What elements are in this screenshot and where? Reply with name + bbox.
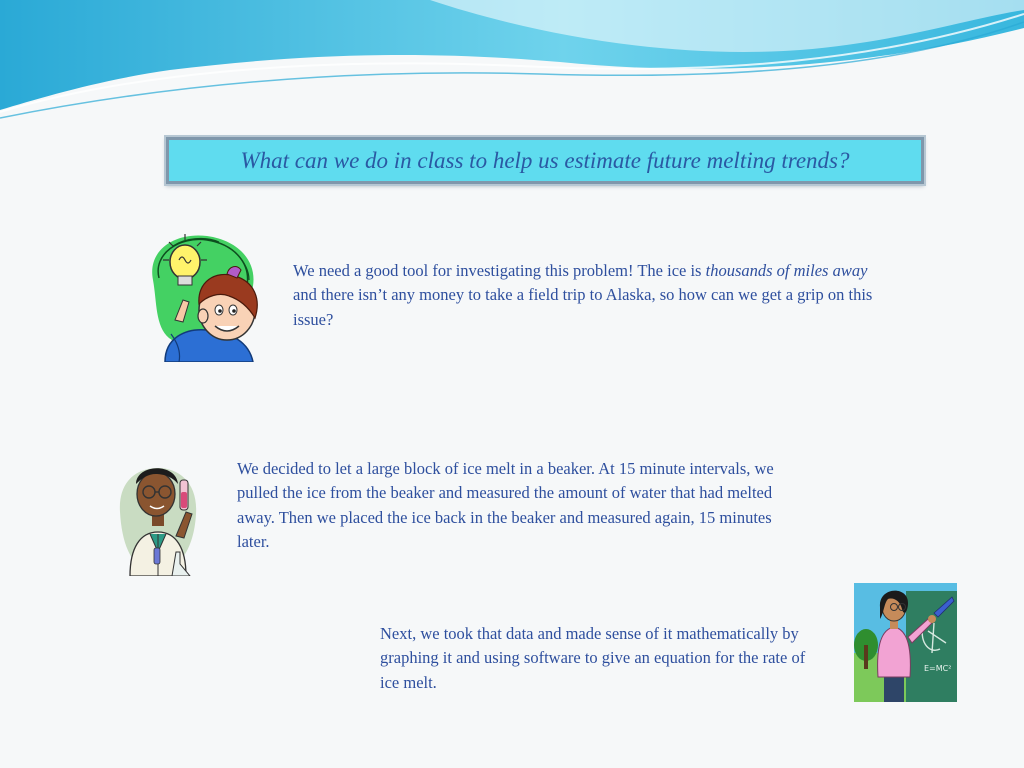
chalkboard-formula: E=MC² (924, 664, 952, 673)
paragraph-problem-part1: We need a good tool for investigating this problem! The ice is (293, 261, 706, 280)
paragraph-problem (293, 259, 889, 332)
slide-title: What can we do in class to help us estimate future melting trends? (240, 147, 850, 173)
paragraph-analysis: Next, we took that data and made sense of it mathematically by graphing it and using software to give an equation for the rate of ice melt. (380, 624, 806, 692)
title-box (166, 137, 924, 184)
header-wave-decoration (0, 0, 1024, 130)
scientist-test-tube-icon (116, 452, 200, 576)
teacher-chalkboard-icon (854, 583, 957, 702)
paragraph-problem-part2: and there isn’t any money to take a field trip to Alaska, so how can we get a grip on this issue? (293, 285, 873, 329)
paragraph-experiment: We decided to let a large block of ice melt in a beaker. At 15 minute intervals, we pulled the ice from the beaker and measured the amount of water that had melted away. Then we placed the ice back in the beaker and measured again, 15 minutes later. (237, 459, 774, 552)
paragraph-problem-italic: thousands of miles away (705, 261, 868, 280)
idea-lightbulb-student-icon (145, 230, 263, 362)
